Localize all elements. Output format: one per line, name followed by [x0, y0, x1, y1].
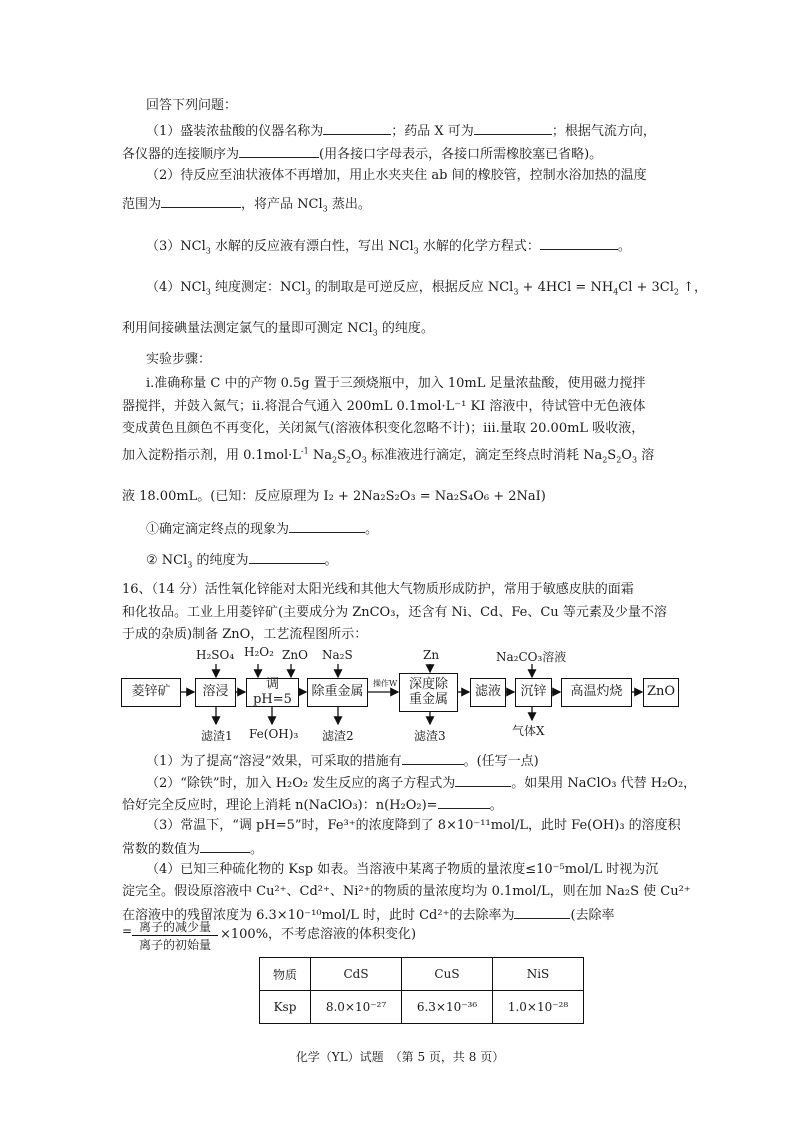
p3-text-b: 常数的数值为	[122, 842, 201, 857]
flow-box-remove-metal: 除重金属	[307, 678, 368, 707]
table-header-cell: CdS	[311, 958, 402, 991]
reagent-h2so4: H₂SO₄	[196, 648, 235, 662]
question-2-line-1: （2）待反应至油状液体不再增加，用止水夹夹住 ab 间的橡胶管，控制水浴加热的温度	[146, 168, 647, 183]
sub1-text-a: ①确定滴定终点的现象为	[146, 522, 290, 537]
steps-4s5: 2	[616, 455, 622, 465]
steps-line-2: 器搅拌，并鼓入氮气；ⅱ.将混合气通入 200mL 0.1mol·L⁻¹ KI 溶液中，待试管中无色液体	[122, 399, 646, 414]
steps-4c: S	[337, 448, 346, 463]
answer-blank-16-5[interactable]	[514, 906, 570, 919]
p2-text-a: （2）“除铁”时，加入 H₂O₂ 发生反应的离子方程式为	[146, 776, 456, 791]
q1-text-c: ；根据气流方向，	[551, 124, 656, 139]
sub2-text-a: ② NCl	[146, 553, 188, 568]
p2-line-2	[122, 796, 800, 814]
steps-4e: 标准液进行滴定，滴定至终点时消耗 Na	[366, 448, 603, 463]
steps-4g: O	[621, 448, 632, 463]
p2-text-d: 。	[489, 798, 503, 813]
gas-x: 气体X	[512, 724, 545, 738]
q4-sub-c: 3	[513, 287, 519, 297]
q3-sub-a: 3	[205, 246, 211, 256]
operation-w-label: 操作W	[373, 679, 398, 688]
steps-4h: 溶	[637, 448, 655, 463]
steps-line-1: ⅰ.准确称量 C 中的产物 0.5g 置于三颈烧瓶中，加入 10mL 足量浓盐酸，使用磁力搅拌	[146, 376, 646, 391]
p3-line-2	[122, 840, 800, 858]
q4-text-h: 的纯度。	[377, 321, 434, 336]
fraction-eq-sign: =	[122, 924, 133, 938]
sub2-text-c: 。	[324, 553, 338, 568]
residue-feoh3: Fe(OH)₃	[249, 727, 299, 741]
steps-4s3: 3	[361, 455, 367, 465]
reagent-na2co3: Na₂CO₃溶液	[496, 650, 567, 664]
q4-sub-g: 3	[372, 328, 378, 338]
p3-text-c: 。	[250, 842, 264, 857]
flow-box-deep-remove-metal: 深度除 重金属	[399, 673, 458, 712]
residue-3: 滤渣3	[414, 729, 446, 743]
q4-text-d: + 4HCl = NH	[518, 280, 614, 295]
steps-4a: 加入淀粉指示剂，用 0.1mol·L	[122, 448, 301, 463]
p1-line	[146, 752, 800, 770]
q2-text-c: ，将产品 NCl	[241, 197, 323, 212]
steps-4s4: 2	[602, 455, 608, 465]
steps-4d: O	[351, 448, 362, 463]
flow-box-precipitate-zinc: 沉锌	[515, 678, 552, 707]
q16-line-1: 16、（14 分）活性氧化锌能对太阳光线和其他大气物质形成防护，常用于敏感皮肤的面霜	[122, 582, 634, 597]
q1-text-b: ；药品 X 可为	[391, 124, 474, 139]
answer-blank-16-1[interactable]	[402, 752, 464, 765]
q4-text-a: （4）NCl	[146, 280, 206, 295]
table-row-label: Ksp	[260, 991, 311, 1024]
p4-line-2: 淀完全。假设原溶液中 Cu²⁺、Cd²⁺、Ni²⁺的物质的量浓度均为 0.1mol/L，则在加 Na₂S 使 Cu²⁺	[122, 884, 691, 899]
flow-box-zno: ZnO	[643, 678, 679, 707]
q2-text-b: 范围为	[122, 197, 162, 212]
q16-line-3: 于成的杂质)制备 ZnO，工艺流程图所示：	[122, 627, 368, 642]
steps-title: 实验步骤：	[146, 352, 212, 367]
steps-4f: S	[607, 448, 617, 463]
table-cell: 1.0×10⁻²⁸	[493, 991, 584, 1024]
reagent-zn: Zn	[423, 648, 440, 662]
answer-blank-16-4[interactable]	[200, 840, 250, 853]
steps-4s6: 3	[631, 455, 638, 465]
q1-text-a: （1）盛装浓盐酸的仪器名称为	[146, 124, 324, 139]
residue-2: 滤渣2	[322, 729, 354, 743]
flow-box-filtrate: 滤液	[470, 678, 506, 707]
p4-line-4: ×100%，不考虑溶液的体积变化)	[220, 927, 417, 942]
q4-sub-a: 3	[205, 287, 211, 297]
p3-line-1: （3）常温下，“调 pH=5”时，Fe³⁺的浓度降到了 8×10⁻¹¹mol/L，此时 Fe(OH)₃ 的溶度积	[146, 818, 681, 833]
table-cell: 8.0×10⁻²⁷	[311, 991, 402, 1024]
flow-box-calcine: 高温灼烧	[561, 678, 632, 707]
q4-sub-e: 2	[673, 287, 679, 297]
q4-text-b: 纯度测定：NCl	[210, 280, 306, 295]
steps-4s2: 2	[345, 455, 352, 465]
q2-text-d: 蒸出。	[327, 197, 371, 212]
q3-text-d: 。	[617, 239, 631, 254]
flow-box-leach: 溶浸	[195, 678, 236, 707]
steps-4sup: -1	[300, 446, 309, 456]
q1-text-d: 各仪器的连接顺序为	[122, 147, 240, 162]
flow-box-ore: 菱锌矿	[121, 678, 181, 707]
flow-box-adjust-ph: 调pH=5	[246, 678, 299, 707]
p4-text-c: 在溶液中的残留浓度为 6.3×10⁻¹⁰mol/L 时，此时 Cd²⁺的去除率为	[122, 908, 515, 923]
q3-text-a: （3）NCl	[146, 239, 206, 254]
q4-text-e: Cl + 3Cl	[618, 280, 674, 295]
steps-line-5: 液 18.00mL。(已知：反应原理为 I₂ + 2Na₂S₂O₃ = Na₂S₄O₆ + 2NaI)	[122, 489, 546, 504]
q3-sub-b: 3	[413, 246, 419, 256]
q4-text-c: 的制取是可逆反应，根据反应 NCl	[310, 280, 514, 295]
sub2-text-b: 的纯度为	[192, 553, 249, 568]
table-header-cell: NiS	[493, 958, 584, 991]
q3-text-c: 水解的化学方程式：	[418, 239, 540, 254]
answer-blank-16-3[interactable]	[438, 796, 490, 809]
table-header-row	[260, 958, 584, 991]
q4-sub-b: 3	[305, 287, 311, 297]
q4-text-g: 利用间接碘量法测定氯气的量即可测定 NCl	[122, 321, 373, 336]
p4-line-1: （4）已知三种硫化物的 Ksp 如表。当溶液中某离子物质的量浓度≤10⁻⁵mol/L 时视为沉	[146, 862, 659, 877]
q2-sub: 3	[322, 204, 328, 214]
reagent-h2o2: H₂O₂	[244, 645, 274, 659]
p1-text-a: （1）为了提高“溶浸”效果，可采取的措施有	[146, 754, 402, 769]
p2-text-c: 恰好完全反应时，理论上消耗 n(NaClO₃)：n(H₂O₂)=	[122, 798, 438, 813]
p4-line-3	[122, 906, 800, 924]
p2-line-1	[146, 774, 800, 792]
table-header-cell: 物质	[260, 958, 311, 991]
sub1-text-b: 。	[365, 522, 379, 537]
steps-line-3: 变成黄色且颜色不再变化，关闭氮气(溶液体积变化忽略不计)；ⅲ.量取 20.00mL 吸收液，	[122, 421, 645, 436]
table-header-cell: CuS	[402, 958, 493, 991]
steps-4s1: 2	[331, 455, 338, 465]
q3-text-b: 水解的反应液有漂白性，写出 NCl	[210, 239, 414, 254]
fraction-denominator: 离子的初始量	[138, 938, 211, 952]
p1-text-b: 。(任写一点)	[463, 754, 539, 769]
reagent-zno: ZnO	[282, 648, 308, 662]
table-row	[260, 991, 584, 1024]
reagent-na2s: Na₂S	[322, 648, 353, 662]
p4-text-d: (去除率	[570, 908, 615, 923]
answer-blank-16-2[interactable]	[455, 774, 511, 787]
ksp-table	[259, 957, 584, 1024]
p2-text-b: 。如果用 NaClO₃ 代替 H₂O₂，	[511, 776, 697, 791]
q4-text-f: ↑，	[679, 280, 708, 295]
fraction-numerator: 离子的减少量	[132, 918, 218, 936]
table-cell: 6.3×10⁻³⁶	[402, 991, 493, 1024]
sub2-sub: 3	[187, 560, 193, 570]
q1-text-e: (用各接口字母表示，各接口所需橡胶塞已省略)。	[319, 147, 603, 162]
intro-text: 回答下列问题：	[146, 98, 238, 113]
q16-line-2: 和化妆品。工业上用菱锌矿(主要成分为 ZnCO₃，还含有 Ni、Cd、Fe、Cu 等元素及少量不溶	[122, 605, 667, 620]
steps-4b: Na	[308, 448, 332, 463]
q4-sub-d: 4	[613, 287, 619, 297]
residue-1: 滤渣1	[201, 729, 233, 743]
page-footer: 化学（YL）试题 （第 5 页，共 8 页）	[295, 1050, 505, 1064]
